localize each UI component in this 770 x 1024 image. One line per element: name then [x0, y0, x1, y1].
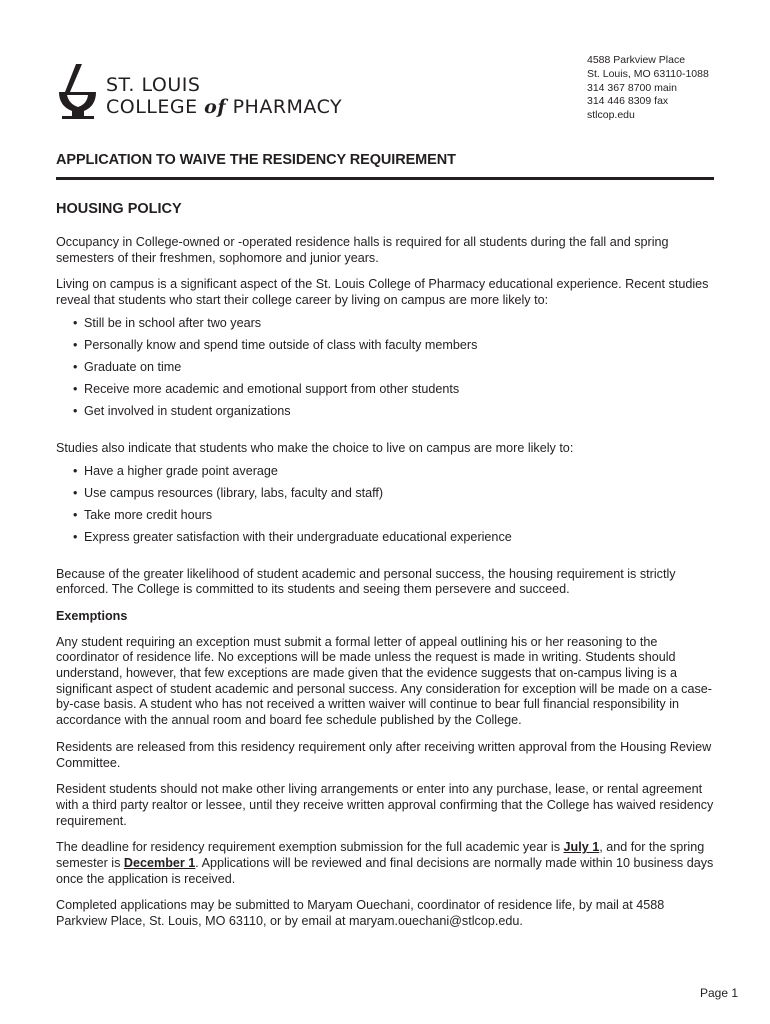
paragraph-living-on-campus: Living on campus is a significant aspect of the St. Louis College of Pharmacy educational experience. Recent studies reveal that students who start their college career by living on campus are more likely to: — [56, 277, 709, 308]
deadline-text-b: , and for the spring semester is — [56, 840, 705, 871]
list-item: • Get involved in student organizations — [73, 404, 718, 420]
list-item: • Personally know and spend time outside of class with faculty members — [73, 338, 718, 354]
logo-of: of — [204, 96, 227, 118]
mortar-pestle-icon — [56, 62, 102, 120]
logo-college: COLLEGE — [106, 96, 205, 118]
logo-line-1: ST. LOUIS — [106, 74, 201, 96]
paragraph-deadline — [56, 840, 718, 887]
list-item: • Graduate on time — [73, 360, 718, 376]
list-item: • Have a higher grade point average — [73, 464, 718, 480]
deadline-date-july: July 1 — [563, 840, 600, 855]
paragraph-arrangements: Resident students should not make other living arrangements or enter into any purchase, lease, or rental agreement with a third party realtor or lessee, until they receive written approval confirming that the College has waived residency requirement. — [56, 782, 714, 828]
paragraph-occupancy: Occupancy in College-owned or -operated residence halls is required for all students during the fall and spring semesters of their freshmen, sophomore and junior years. — [56, 235, 669, 265]
college-logo — [56, 62, 356, 122]
deadline-text-a: The deadline for residency requirement exemption submission for the full academic year is — [56, 840, 564, 855]
title-divider — [56, 177, 714, 180]
list-item: • Use campus resources (library, labs, faculty and staff) — [73, 486, 718, 502]
section-heading: HOUSING POLICY — [56, 201, 182, 217]
paragraph-release: Residents are released from this residency requirement only after receiving written approval from the Housing Review Committee. — [56, 739, 712, 770]
page-number: Page 1 — [700, 986, 739, 1000]
logo-pharmacy: PHARMACY — [226, 96, 343, 118]
list-item: • Express greater satisfaction with their undergraduate educational experience — [73, 530, 718, 546]
deadline-date-december: December 1 — [123, 856, 196, 871]
list-item: • Receive more academic and emotional support from other students — [73, 382, 718, 398]
logo-line-2 — [106, 96, 342, 118]
address-phone-main: 314 367 8700 main — [587, 81, 677, 94]
address-city: St. Louis, MO 63110-1088 — [587, 67, 709, 80]
list-item: • Take more credit hours — [73, 508, 718, 524]
address-website: stlcop.edu — [587, 109, 635, 122]
paragraph-studies: Studies also indicate that students who make the choice to live on campus are more likely to: — [56, 440, 574, 455]
address-street: 4588 Parkview Place — [587, 54, 686, 66]
address-fax: 314 446 8309 fax — [587, 95, 669, 108]
logo-wordmark — [106, 74, 342, 118]
paragraph-submission: Completed applications may be submitted to Maryam Ouechani, coordinator of residence life, by mail at 4588 Parkview Place, St. Louis, MO 63110, or by email at maryam.ouechani@stlcop.edu. — [56, 898, 665, 929]
paragraph-enforcement: Because of the greater likelihood of student academic and personal success, the housing requirement is strictly enforced. The College is committed to its students and seeing them persevere and succeed. — [56, 566, 676, 597]
exemptions-heading: Exemptions — [56, 608, 128, 623]
list-item: • Still be in school after two years — [73, 316, 718, 332]
benefits-list-2 — [56, 464, 718, 546]
document-body — [56, 235, 718, 941]
deadline-text-c: . Applications will be reviewed and final decisions are normally made within 10 business days once the application is received. — [56, 856, 714, 886]
address-block — [587, 54, 709, 123]
benefits-list-1 — [56, 316, 718, 420]
document-title: APPLICATION TO WAIVE THE RESIDENCY REQUIREMENT — [56, 152, 456, 168]
paragraph-appeal: Any student requiring an exception must submit a formal letter of appeal outlining his or her reasoning to the coordinator of residence life. No exceptions will be made unless the request is made in writing. Students should understand, however, that few exceptions are made given that the evidence suggests that on-campus living is a significant aspect of student academic and personal success. Any consideration for exception will be made on a case-by-case basis. A student who has not received a written waiver will continue to bear full financial responsibility in accordance with the annual room and board fee schedule published by the College. — [56, 634, 712, 728]
